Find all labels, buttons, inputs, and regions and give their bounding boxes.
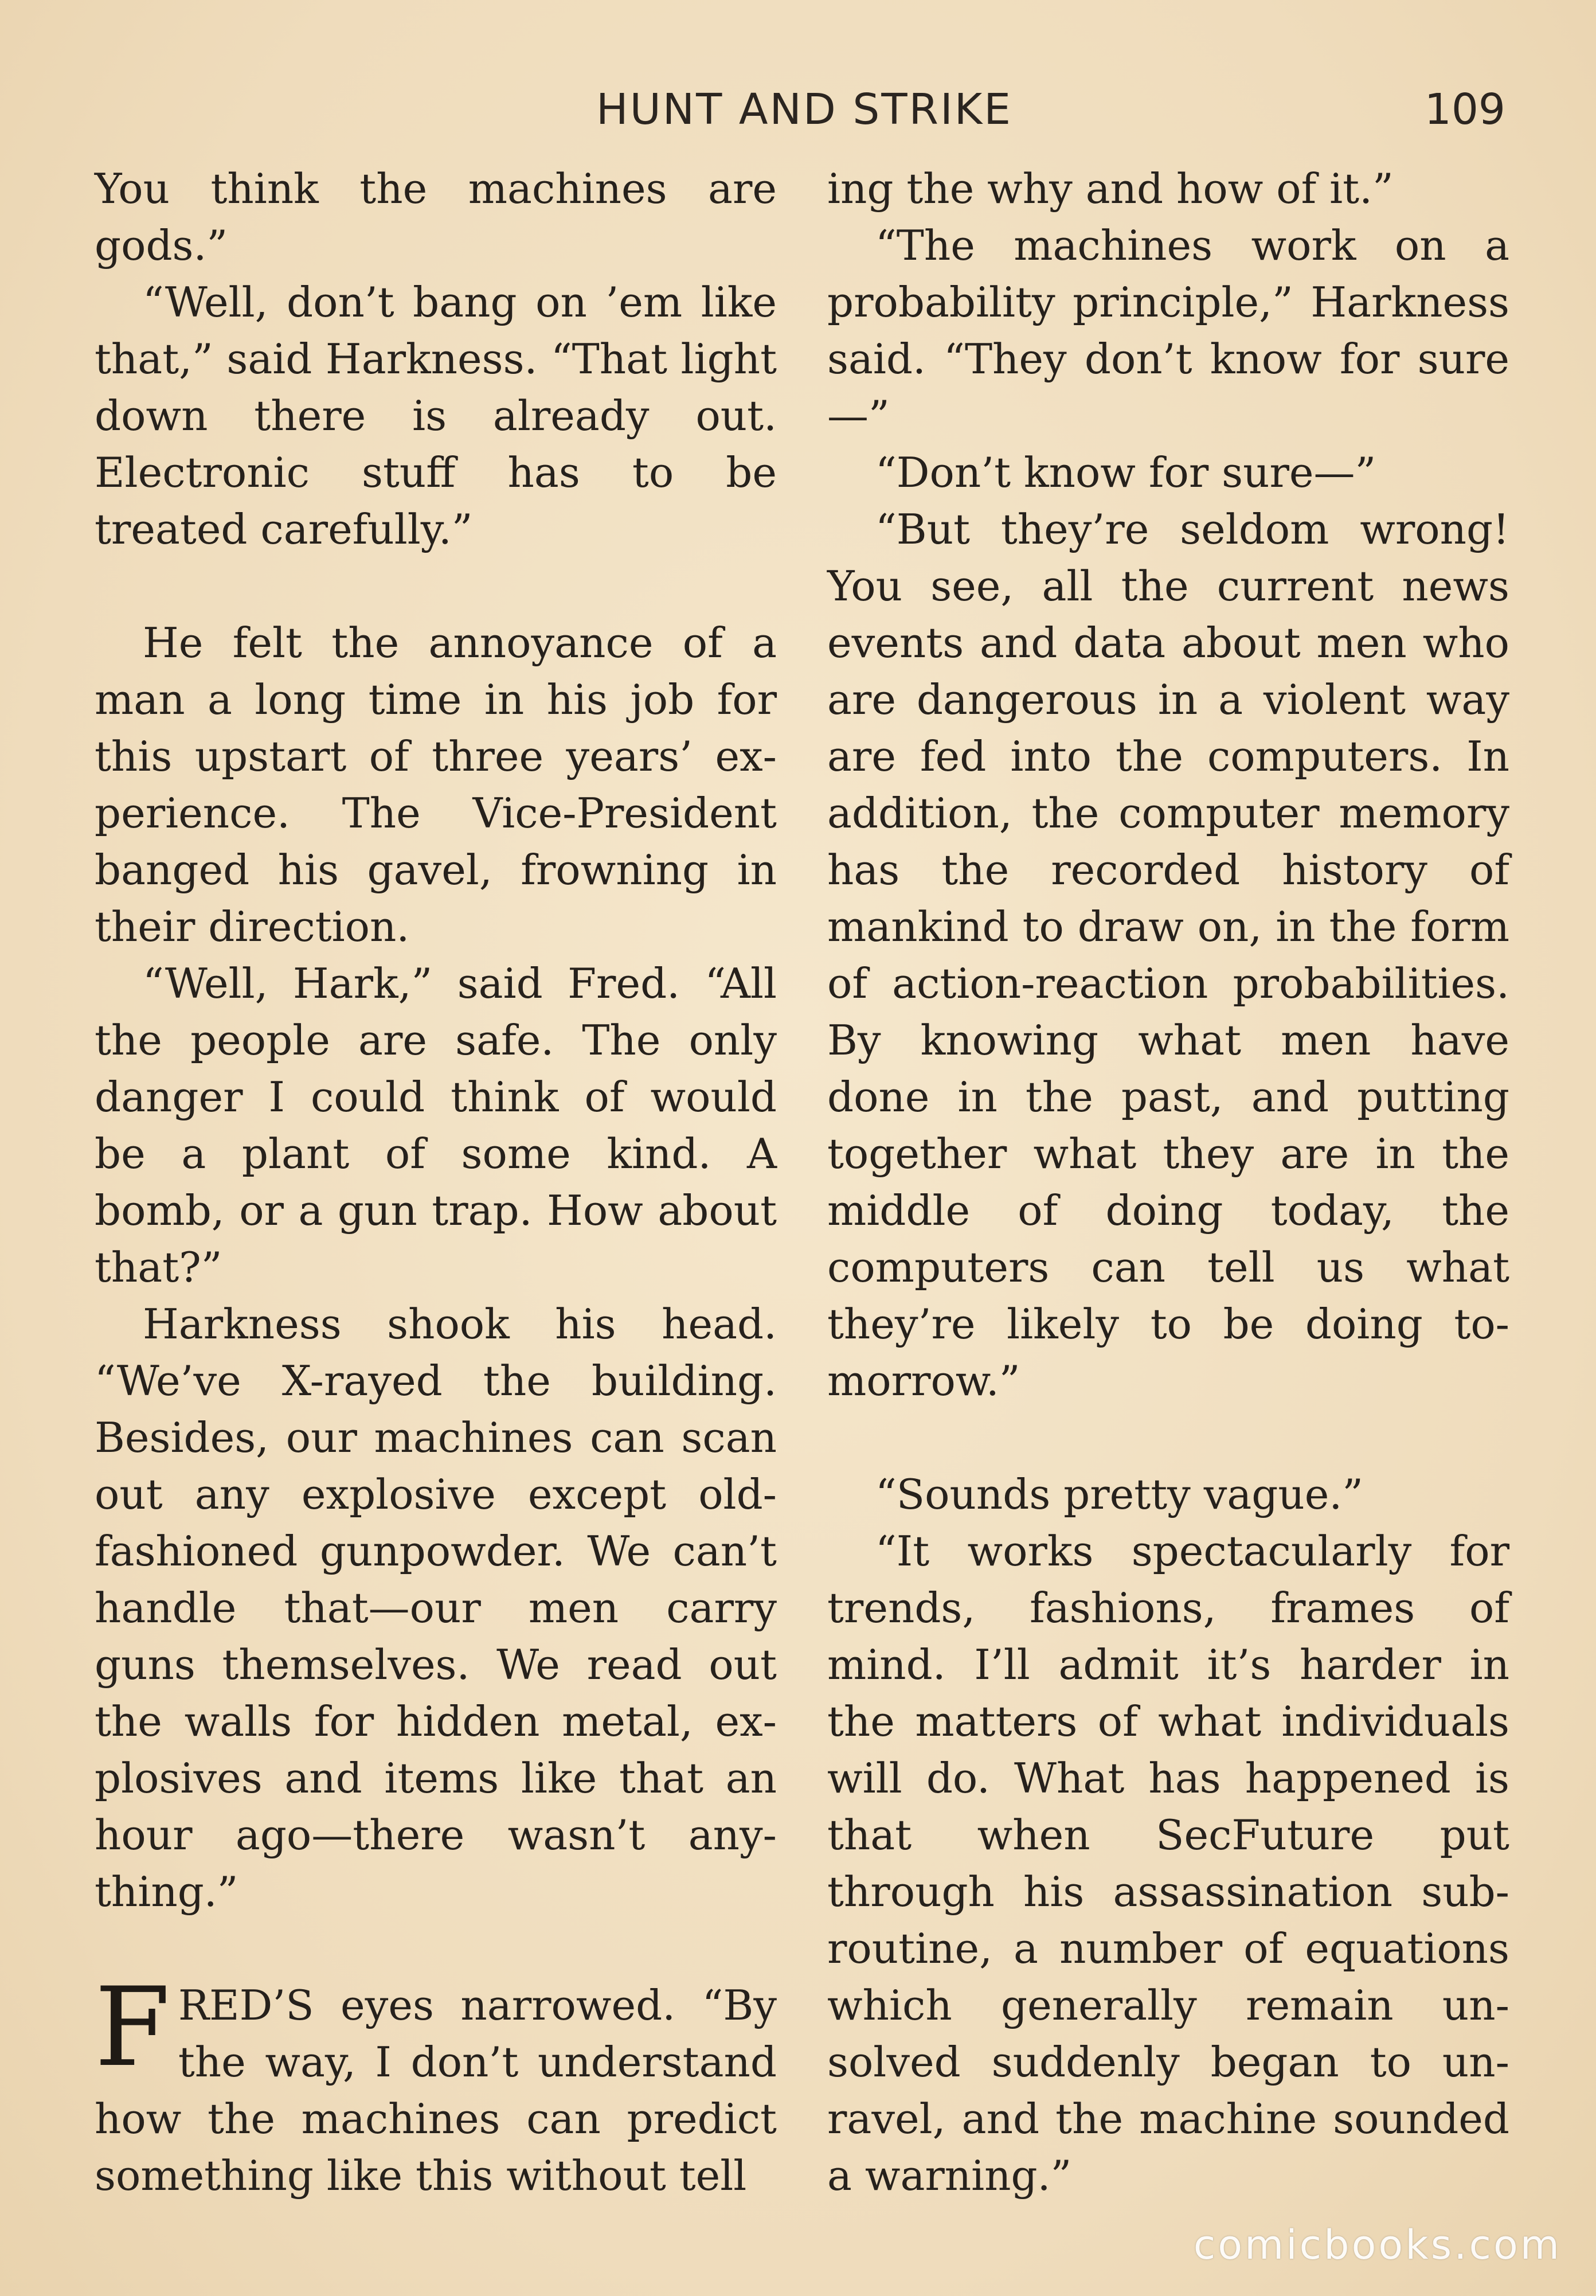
paragraph: Harkness shook his head. “We’ve X-rayed the building. Besides, our machines can scan out any explosive except oldfashioned gunpowder. We can’t handle that—our men carry guns themselves. We read out the walls for hidden metal, explosives and items like that an hour ago—there wasn’t anything.” [95, 1300, 777, 1916]
page-header [0, 85, 1596, 148]
paragraph: ing the why and how of it.” [827, 165, 1394, 213]
right-column [827, 161, 1509, 2204]
paragraph: “It works spectacularly for trends, fashions, frames of mind. I’ll admit it’s harder in the matters of what individuals will do. What has happened is that when SecFuture put through his assassination subroutine, a number of equations which generally remain unsolved suddenly began to unravel, and the machine sounded a warning.” [827, 1527, 1509, 2200]
paragraph: “Well, don’t bang on ’em like that,” said Harkness. “That light down there is already out. Electronic stuff has to be treated carefully.” [95, 278, 777, 553]
paragraph: “The machines work on a probability principle,” Harkness said. “They don’t know for sure—” [827, 221, 1509, 440]
running-title: HUNT AND STRIKE [596, 85, 1013, 134]
paragraph: “But they’re seldom wrong! You see, all the current news events and data about men who are dangerous in a violent way are fed into the computers. In addition, the computer memory has the recorded history of mankind to draw on, in the form of action-reaction probabilities. By knowing what men have done in the past, and putting together what they are in the middle of doing today, the computers can tell us what they’re likely to be doing tomorrow.” [827, 505, 1509, 1405]
paragraph: “Don’t know for sure—” [875, 448, 1376, 497]
dropcap-paragraph-text: RED’S eyes narrowed. “By the way, I don’t understand how the machines can predict something like this without tell [95, 1981, 777, 2200]
paragraph: You think the machines are gods.” [95, 165, 777, 270]
left-column [95, 161, 777, 2204]
drop-cap: F [95, 1964, 170, 2091]
paragraph: He felt the annoyance of a man a long time in his job for this upstart of three years’ experience. The Vice-President banged his gavel, frowning in their direction. [95, 619, 777, 951]
paragraph: “Well, Hark,” said Fred. “All the people are safe. The only danger I could think of would be a plant of some kind. A bomb, or a gun trap. How about that?” [95, 959, 777, 1291]
page-number: 109 [1424, 85, 1505, 134]
site-watermark: comicbooks.com [1193, 2221, 1562, 2268]
paragraph: “Sounds pretty vague.” [875, 1470, 1364, 1518]
dropcap-paragraph [95, 1964, 777, 2204]
